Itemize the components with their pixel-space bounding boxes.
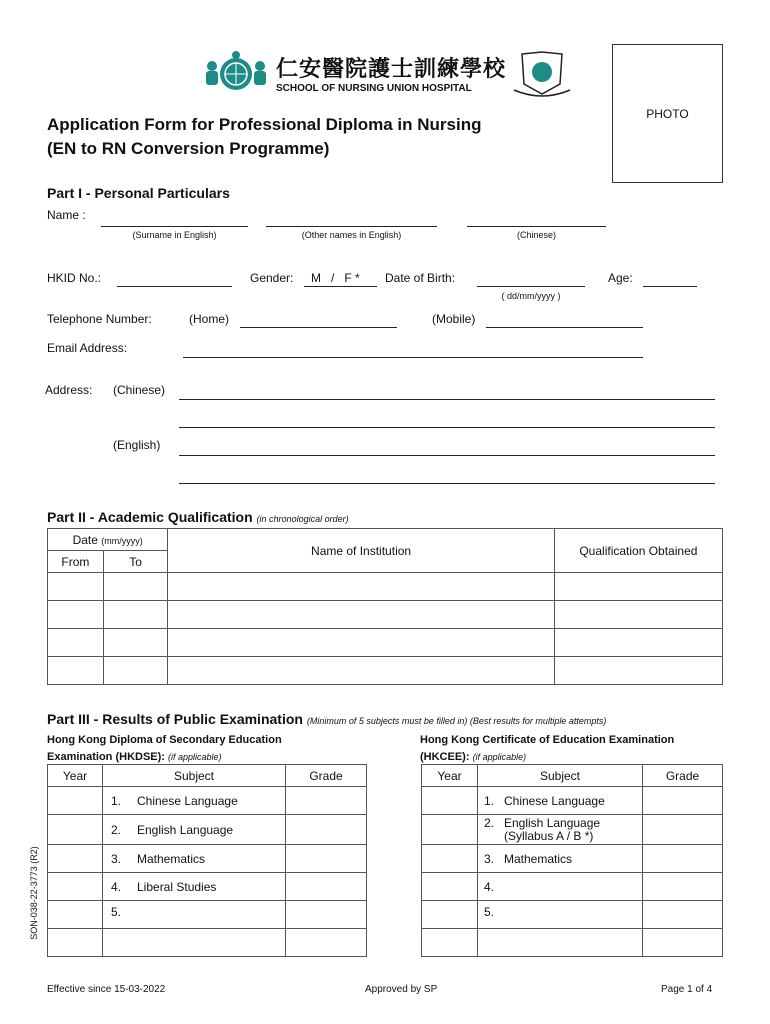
address-chinese-line1[interactable] xyxy=(179,399,715,400)
hkdse-col-year: Year xyxy=(48,765,103,787)
subject-name: Chinese Language xyxy=(504,793,605,808)
table-row[interactable] xyxy=(422,929,723,957)
table-row[interactable] xyxy=(422,787,723,815)
table-row[interactable] xyxy=(48,873,367,901)
photo-label: PHOTO xyxy=(646,107,689,121)
part2-heading-note: (in chronological order) xyxy=(256,514,349,524)
footer-approved: Approved by SP xyxy=(365,984,438,995)
school-name-chinese: 仁安醫院護士訓練學校 xyxy=(276,56,507,81)
surname-hint: (Surname in English) xyxy=(132,230,217,240)
mobile-phone-field[interactable] xyxy=(486,327,643,328)
part3-heading xyxy=(47,711,606,727)
dob-hint: ( dd/mm/yyyy ) xyxy=(501,291,561,301)
hkid-label: HKID No.: xyxy=(47,271,102,285)
subject-name: Mathematics xyxy=(504,851,573,866)
dob-field[interactable] xyxy=(477,286,585,287)
othernames-field[interactable] xyxy=(266,226,437,227)
part3-heading-text: Part III - Results of Public Examination xyxy=(47,711,303,727)
school-name-english: SCHOOL OF NURSING UNION HOSPITAL xyxy=(276,83,472,94)
academic-table xyxy=(47,528,723,685)
age-label: Age: xyxy=(608,271,633,285)
hkdse-title xyxy=(47,732,282,766)
table-row[interactable] xyxy=(48,845,367,873)
table-row[interactable] xyxy=(48,815,367,845)
hkcee-title-line2: (HKCEE): xyxy=(420,751,470,763)
table-row[interactable] xyxy=(422,901,723,929)
gender-field[interactable] xyxy=(304,286,377,287)
school-logo xyxy=(200,50,272,94)
school-crest xyxy=(512,50,572,100)
form-title-line2: (EN to RN Conversion Programme) xyxy=(47,139,330,158)
hkcee-col-year: Year xyxy=(422,765,478,787)
subject-num: 5. xyxy=(111,905,122,919)
hkcee-title-line1: Hong Kong Certificate of Education Examination xyxy=(420,734,675,746)
chinese-hint: (Chinese) xyxy=(516,230,556,240)
email-field[interactable] xyxy=(183,357,643,358)
dob-label: Date of Birth: xyxy=(385,271,456,285)
hkcee-table xyxy=(421,764,723,957)
part2-heading-text: Part II - Academic Qualification xyxy=(47,509,253,525)
telephone-label: Telephone Number: xyxy=(47,312,152,326)
surname-field[interactable] xyxy=(101,226,248,227)
hkcee-col-subject: Subject xyxy=(478,765,643,787)
part3-heading-note: (Minimum of 5 subjects must be filled in) (Best results for multiple attempts) xyxy=(306,716,607,726)
subject-name: (Syllabus A / B *) xyxy=(504,828,594,843)
col-qualification: Qualification Obtained xyxy=(554,529,722,573)
subject-name: English Language xyxy=(137,822,234,837)
address-english-line2[interactable] xyxy=(179,483,715,484)
table-row[interactable] xyxy=(48,601,723,629)
hkcee-col-grade: Grade xyxy=(643,765,723,787)
subject-num: 4. xyxy=(111,879,122,894)
table-row[interactable] xyxy=(48,573,723,601)
col-from: From xyxy=(48,551,104,573)
col-date-label: Date xyxy=(72,532,98,547)
gender-options[interactable]: M / F * xyxy=(311,271,360,285)
address-english-line1[interactable] xyxy=(179,455,715,456)
hkdse-table xyxy=(47,764,367,957)
footer-page: Page 1 of 4 xyxy=(661,984,713,995)
subject-num: 4. xyxy=(484,879,495,894)
hkcee-title xyxy=(420,732,674,766)
home-label: (Home) xyxy=(189,312,230,326)
subject-name: Liberal Studies xyxy=(137,879,217,894)
address-chinese-label: (Chinese) xyxy=(113,383,166,397)
footer-effective: Effective since 15-03-2022 xyxy=(47,984,166,995)
home-phone-field[interactable] xyxy=(240,327,397,328)
form-code: SON-038-22-3773 (R2) xyxy=(29,846,39,940)
subject-name: Chinese Language xyxy=(137,793,238,808)
table-row[interactable] xyxy=(48,929,367,957)
table-row[interactable] xyxy=(422,845,723,873)
othernames-hint: (Other names in English) xyxy=(301,230,402,240)
address-chinese-line2[interactable] xyxy=(179,427,715,428)
subject-num: 2. xyxy=(484,815,495,830)
hkdse-title-line2: Examination (HKDSE): xyxy=(47,751,165,763)
subject-num: 5. xyxy=(484,905,495,919)
hkcee-if-applicable: (if applicable) xyxy=(472,752,527,762)
subject-name: Mathematics xyxy=(137,851,206,866)
col-date-unit: (mm/yyyy) xyxy=(101,535,143,546)
hkdse-col-grade: Grade xyxy=(286,765,367,787)
table-row[interactable] xyxy=(48,629,723,657)
col-date xyxy=(48,529,168,551)
address-english-label: (English) xyxy=(113,438,161,452)
col-institution: Name of Institution xyxy=(168,529,554,573)
subject-num: 3. xyxy=(484,851,495,866)
hkdse-if-applicable: (if applicable) xyxy=(168,752,222,762)
table-row[interactable] xyxy=(422,873,723,901)
col-to: To xyxy=(103,551,168,573)
name-label: Name : xyxy=(47,208,86,222)
address-label: Address: xyxy=(45,383,93,397)
subject-num: 2. xyxy=(111,822,122,837)
email-label: Email Address: xyxy=(47,341,128,355)
hkid-field[interactable] xyxy=(117,286,232,287)
gender-label: Gender: xyxy=(250,271,294,285)
subject-num: 1. xyxy=(484,793,495,808)
photo-box[interactable] xyxy=(612,44,723,183)
part1-heading: Part I - Personal Particulars xyxy=(47,185,230,201)
chinese-name-field[interactable] xyxy=(467,226,606,227)
subject-num: 1. xyxy=(111,793,122,808)
subject-num: 3. xyxy=(111,851,122,866)
subject-name: English Language xyxy=(504,815,601,830)
table-row[interactable] xyxy=(48,787,367,815)
hkdse-title-line1: Hong Kong Diploma of Secondary Education xyxy=(47,734,282,746)
hkdse-col-subject: Subject xyxy=(103,765,286,787)
part2-heading xyxy=(47,509,349,525)
table-row[interactable] xyxy=(422,815,723,845)
table-row[interactable] xyxy=(48,657,723,685)
age-field[interactable] xyxy=(643,286,697,287)
table-row[interactable] xyxy=(48,901,367,929)
mobile-label: (Mobile) xyxy=(432,312,476,326)
form-title-line1: Application Form for Professional Diploma in Nursing xyxy=(47,115,482,134)
